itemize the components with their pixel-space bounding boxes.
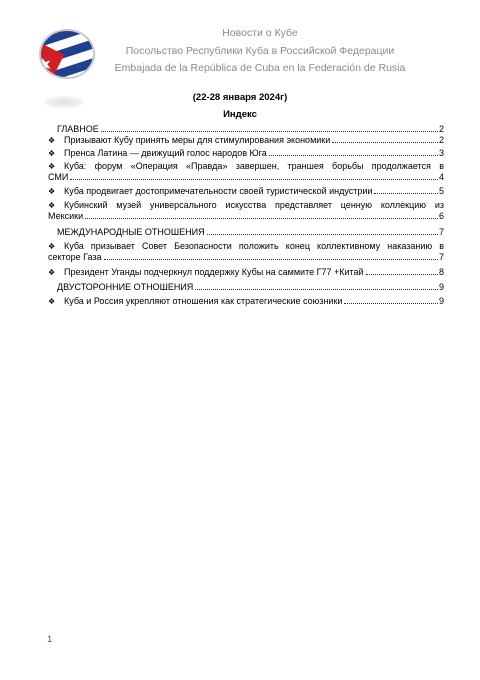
dot-leader	[207, 234, 438, 235]
toc-entry-title-line2: Мексики	[48, 211, 84, 221]
toc-entry-title: Куба и Россия укрепляют отношения как стратегические союзники	[64, 296, 343, 306]
toc-page-number: 8	[438, 267, 444, 277]
toc-page-number: 4	[438, 172, 444, 182]
toc-page-number: 6	[438, 211, 444, 221]
table-of-contents	[48, 124, 444, 307]
diamond-bullet-icon: ❖	[48, 187, 56, 196]
diamond-bullet-icon: ❖	[48, 162, 56, 171]
toc-entry-title-line2: СМИ	[48, 172, 69, 182]
toc-entry[interactable]	[48, 241, 444, 263]
toc-entry-title: Призывают Кубу принять меры для стимулирования экономики	[64, 135, 331, 145]
dot-leader	[70, 179, 438, 180]
index-title: Индекс	[223, 109, 257, 120]
toc-section-title: ГЛАВНОЕ	[57, 124, 99, 134]
diamond-bullet-icon: ❖	[48, 136, 56, 145]
embassy-flag-logo	[38, 28, 96, 80]
diamond-bullet-icon: ❖	[48, 268, 56, 277]
toc-entry[interactable]	[48, 161, 444, 183]
toc-entry-title: Куба продвигает достопримечательности своей туристической индустрии	[64, 186, 373, 196]
page-number: 1	[47, 634, 53, 645]
toc-page-number: 5	[438, 186, 444, 196]
dot-leader	[269, 155, 438, 156]
dot-leader	[101, 131, 438, 132]
header-embassy-es: Embajada de la República de Cuba en la Federación de Rusia	[114, 62, 406, 74]
toc-section-bilateral[interactable]	[48, 282, 444, 293]
toc-section-title: МЕЖДУНАРОДНЫЕ ОТНОШЕНИЯ	[57, 227, 205, 237]
toc-entry[interactable]	[48, 135, 444, 146]
toc-page-number: 3	[438, 148, 444, 158]
toc-entry-title-line2: секторе Газа	[48, 252, 102, 262]
toc-page-number: 9	[438, 296, 444, 306]
toc-section-international[interactable]	[48, 227, 444, 238]
toc-entry-title-line1: Кубинский музей универсального искусства представляет ценную коллекцию из	[64, 200, 444, 210]
toc-entry-title: Пренса Латина — движущий голос народов Юга	[64, 148, 267, 158]
dot-leader	[374, 193, 438, 194]
header-title: Новости о Кубе	[222, 27, 298, 39]
diamond-bullet-icon: ❖	[48, 297, 56, 306]
toc-page-number: 7	[438, 227, 444, 237]
toc-page-number: 7	[438, 252, 444, 262]
toc-section-title: ДВУСТОРОННИЕ ОТНОШЕНИЯ	[57, 282, 194, 292]
dot-leader	[366, 274, 438, 275]
dot-leader	[344, 303, 438, 304]
diamond-bullet-icon: ❖	[48, 149, 56, 158]
diamond-bullet-icon: ❖	[48, 201, 56, 210]
toc-entry-title: Президент Уганды подчеркнул поддержку Кубы на саммите Г77 +Китай	[64, 267, 364, 277]
toc-entry-title-line1: Куба призывает Совет Безопасности положить конец коллективному наказанию в	[64, 241, 444, 251]
toc-entry[interactable]	[48, 296, 444, 307]
toc-entry[interactable]	[48, 200, 444, 222]
toc-page-number: 9	[438, 282, 444, 292]
diamond-bullet-icon: ❖	[48, 242, 56, 251]
toc-page-number: 2	[438, 124, 444, 134]
date-range: (22-28 января 2024г)	[192, 92, 288, 103]
toc-entry-title-line1: Куба: форум «Операция «Правда» завершен, траншея борьбы продолжается в	[64, 161, 444, 171]
dot-leader	[195, 289, 438, 290]
dot-leader	[332, 142, 438, 143]
toc-entry[interactable]	[48, 267, 444, 278]
toc-entry[interactable]	[48, 148, 444, 159]
header-embassy-ru: Посольство Республики Куба в Российской Федерации	[125, 45, 395, 57]
dot-leader	[104, 259, 438, 260]
dot-leader	[85, 218, 438, 219]
toc-section-main[interactable]	[48, 124, 444, 135]
toc-entry[interactable]	[48, 186, 444, 197]
toc-page-number: 2	[438, 135, 444, 145]
